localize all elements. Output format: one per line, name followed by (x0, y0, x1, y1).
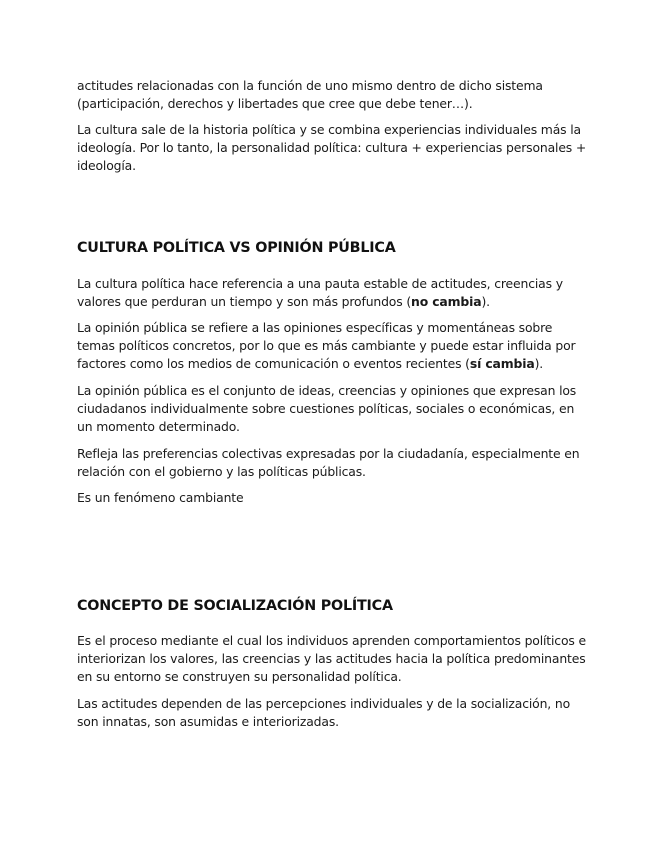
paragraph-span: La cultura política hace referencia a una pauta estable de actitudes, creencias y valores que perduran un tiempo y son más profundos ( (77, 276, 563, 309)
section1-paragraph-2 (77, 319, 587, 373)
section2-paragraph-1 (77, 632, 587, 686)
section1-paragraph-3 (77, 382, 587, 436)
paragraph-text: La opinión pública es el conjunto de ideas, creencias y opiniones que expresan los ciudadanos individualmente sobre cuestiones políticas, sociales o económicas, en un momento determinado. (77, 383, 577, 434)
paragraph-text: actitudes relacionadas con la función de uno mismo dentro de dicho sistema (participación, derechos y libertades que cree que debe tener…). (77, 78, 543, 111)
emphasis-no-cambia: no cambia (411, 294, 482, 309)
section-heading: CONCEPTO DE SOCIALIZACIÓN POLÍTICA (77, 598, 393, 614)
paragraph-text: Las actitudes dependen de las percepciones individuales y de la socialización, no son innatas, son asumidas e interiorizadas. (77, 696, 571, 729)
section-heading-socializacion (77, 597, 587, 615)
paragraph-text: Refleja las preferencias colectivas expresadas por la ciudadanía, especialmente en relación con el gobierno y las políticas públicas. (77, 446, 580, 479)
intro-paragraph-2 (77, 121, 587, 175)
paragraph-span-end: ). (481, 294, 490, 309)
section1-paragraph-4 (77, 445, 587, 481)
paragraph-text: La cultura sale de la historia política y se combina experiencias individuales más la ideología. Por lo tanto, la personalidad política: cultura + experiencias personales + ideología. (77, 122, 587, 173)
paragraph-text (77, 319, 587, 373)
paragraph-text (77, 275, 587, 311)
section2-paragraph-2 (77, 695, 587, 731)
paragraph-span: La opinión pública se refiere a las opiniones específicas y momentáneas sobre temas políticos concretos, por lo que es más cambiante y puede estar influida por factores como los medios de comunicación o eventos recientes ( (77, 320, 576, 371)
paragraph-text: Es el proceso mediante el cual los individuos aprenden comportamientos políticos e interiorizan los valores, las creencias y las actitudes hacia la política predominantes en su entorno se construyen su personalidad política. (77, 633, 586, 684)
emphasis-si-cambia: sí cambia (469, 356, 535, 371)
paragraph-text: Es un fenómeno cambiante (77, 490, 244, 505)
section1-paragraph-1 (77, 275, 587, 311)
section1-paragraph-5 (77, 489, 587, 507)
paragraph-span-end: ). (534, 356, 544, 371)
section-heading: CULTURA POLÍTICA VS OPINIÓN PÚBLICA (77, 240, 396, 256)
section-heading-cultura-vs-opinion (77, 239, 587, 257)
intro-paragraph-1 (77, 77, 587, 113)
